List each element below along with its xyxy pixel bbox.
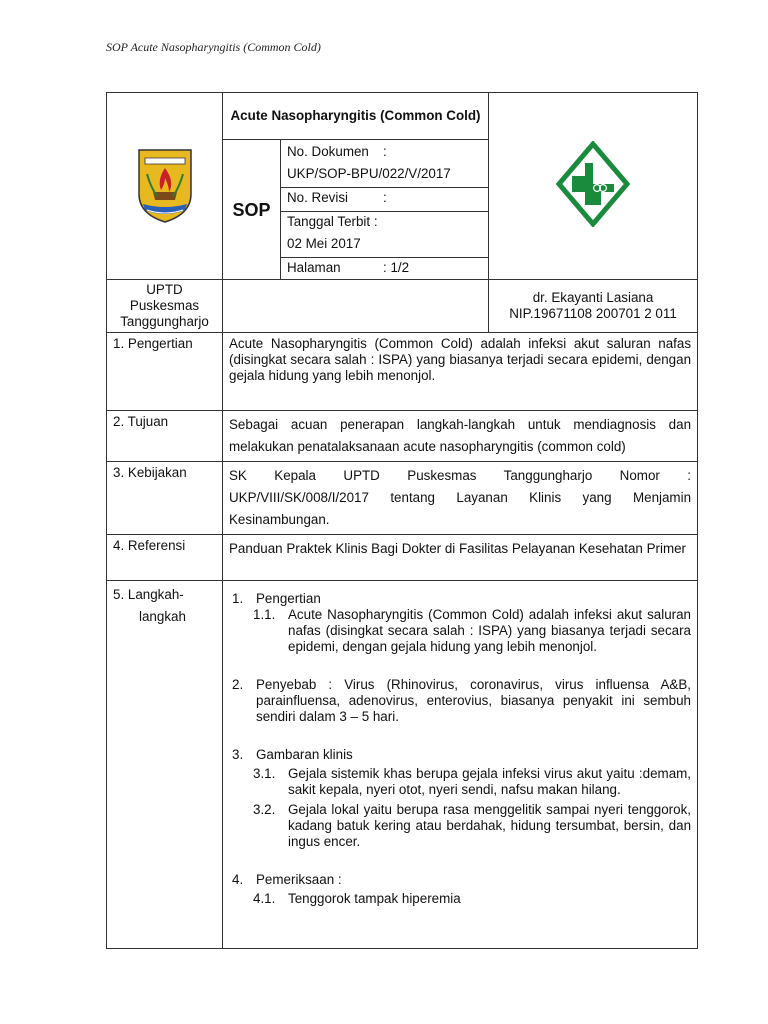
no-revisi-sep: : xyxy=(383,190,387,205)
list-item: 3.1. Gejala sistemik khas berupa gejala infeksi virus akut yaitu :demam, sakit kepala, nyeri otot, nyeri sendi, nafsu makan hilang. xyxy=(253,766,692,797)
section-label-referensi: 4. Referensi xyxy=(107,535,223,581)
signer-nip: NIP.19671108 200701 2 011 xyxy=(509,306,677,321)
sop-label: SOP xyxy=(223,140,281,280)
list-item: 2. Penyebab : Virus (Rhinovirus, coronavirus, virus influensa A&B, parainfluensa, adenovirus, enterovius, biasanya penyakit ini sembuh sendiri dalam 3 – 5 hari. xyxy=(232,677,692,724)
list-item: 4.1. Tenggorok tampak hiperemia xyxy=(253,891,461,906)
section-text-kebijakan: SK Kepala UPTD Puskesmas Tanggungharjo Nomor : UKP/VIII/SK/008/I/2017 tentang Layanan Klinis yang Menjamin Kesinambungan. xyxy=(223,462,698,535)
section-text-referensi: Panduan Praktek Klinis Bagi Dokter di Fasilitas Pelayanan Kesehatan Primer xyxy=(223,535,698,581)
no-dokumen-sep: : xyxy=(383,144,387,159)
no-revisi-row xyxy=(281,188,489,212)
org-name xyxy=(107,280,223,333)
tanggal-row xyxy=(281,212,489,234)
no-dokumen-value: UKP/SOP-BPU/022/V/2017 xyxy=(281,164,489,188)
tanggal-value: 02 Mei 2017 xyxy=(281,234,489,258)
halaman-label: Halaman xyxy=(287,260,341,275)
halaman-sep: : xyxy=(383,260,387,275)
regional-emblem-icon xyxy=(135,144,195,224)
section-label-kebijakan: 3. Kebijakan xyxy=(107,462,223,535)
list-item: 4. Pemeriksaan : xyxy=(232,872,342,887)
list-item: 1. Pengertian xyxy=(232,591,321,606)
sop-table xyxy=(106,92,698,949)
halaman-row xyxy=(281,258,489,280)
org-line-3: Tanggungharjo xyxy=(120,314,209,329)
langkah-content xyxy=(223,581,698,949)
langkah-label-line-2: langkah xyxy=(139,609,186,624)
no-revisi-label: No. Revisi xyxy=(287,190,349,205)
page-header: SOP Acute Nasopharyngitis (Common Cold) xyxy=(106,40,321,54)
no-dokumen-row xyxy=(281,140,489,164)
section-text-tujuan: Sebagai acuan penerapan langkah-langkah untuk mendiagnosis dan melakukan penatalaksanaan acute nasopharyngitis (common cold) xyxy=(223,411,698,462)
section-label-langkah xyxy=(107,581,223,949)
signer-block xyxy=(489,280,698,333)
list-item: 1.1. Acute Nasopharyngitis (Common Cold) adalah infeksi akut saluran nafas (disingkat secara salah : ISPA) yang biasanya terjadi secara epidemi, dengan gejala hidung yang lebih menonjol. xyxy=(253,607,692,654)
signer-name: dr. Ekayanti Lasiana xyxy=(532,290,654,305)
left-logo-cell xyxy=(107,93,223,280)
tanggal-label: Tanggal Terbit xyxy=(287,214,371,229)
section-text-pengertian: Acute Nasopharyngitis (Common Cold) adalah infeksi akut saluran nafas (disingkat secara salah : ISPA) yang biasanya terjadi secara epidemi, dengan gejala hidung yang lebih menonjol. xyxy=(223,333,698,411)
document-title: Acute Nasopharyngitis (Common Cold) xyxy=(223,93,489,140)
section-label-pengertian: 1. Pengertian xyxy=(107,333,223,411)
org-line-1: UPTD xyxy=(146,282,183,297)
org-line-2: Puskesmas xyxy=(129,298,200,313)
list-item: 3. Gambaran klinis xyxy=(232,747,353,762)
langkah-label-line-1: 5. Langkah- xyxy=(113,587,184,602)
tanggal-sep: : xyxy=(373,214,378,229)
puskesmas-cross-icon xyxy=(556,141,630,227)
empty-cell xyxy=(223,280,489,333)
list-item: 3.2. Gejala lokal yaitu berupa rasa menggelitik sampai nyeri tenggorok, kadang batuk kering atau berdahak, hidung tersumbat, bersin, dan ingus encer. xyxy=(253,802,692,849)
halaman-value: 1/2 xyxy=(390,260,410,275)
right-logo-cell xyxy=(489,93,698,280)
no-dokumen-label: No. Dokumen xyxy=(287,144,369,159)
section-label-tujuan: 2. Tujuan xyxy=(107,411,223,462)
